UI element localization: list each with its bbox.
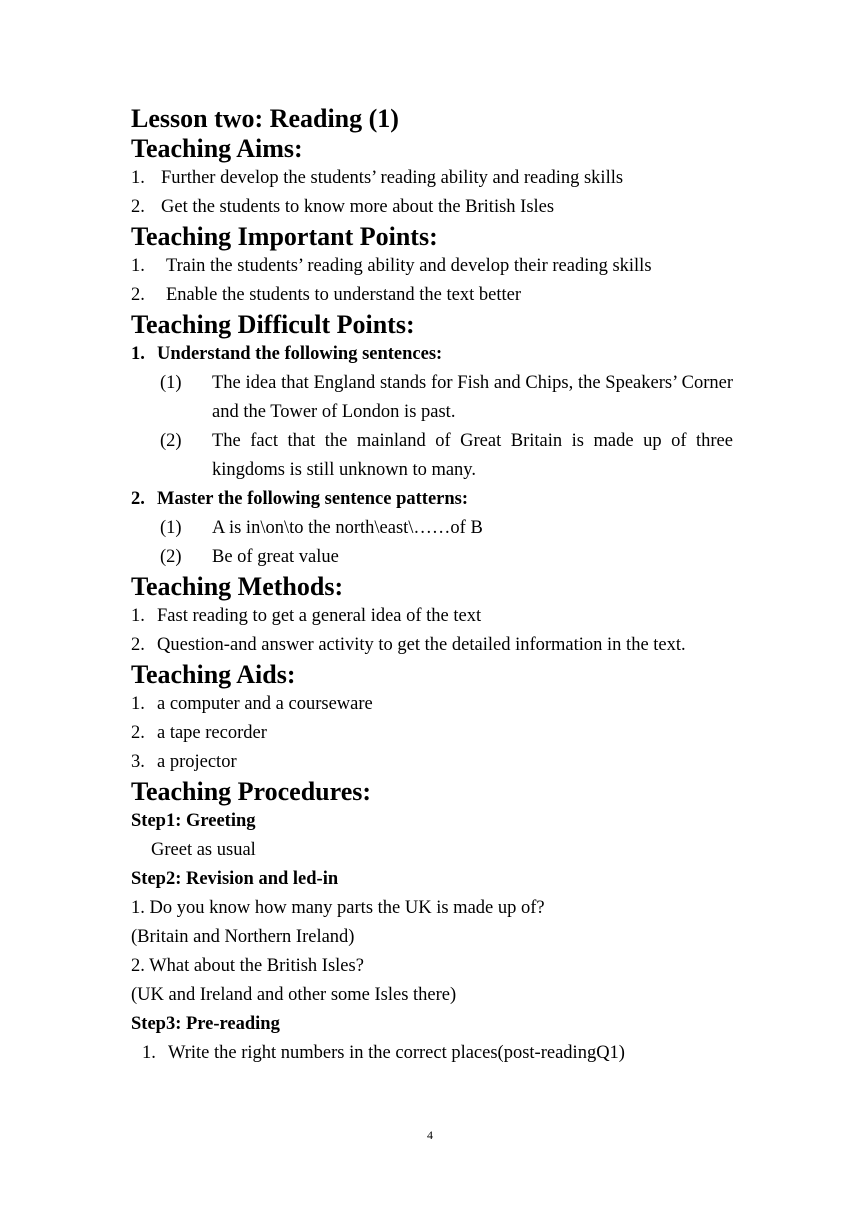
important-points-heading: Teaching Important Points: bbox=[131, 222, 438, 251]
aims-item bbox=[131, 164, 733, 193]
list-text: Train the students’ reading ability and develop their reading skills bbox=[166, 256, 652, 276]
step-item bbox=[131, 1039, 733, 1068]
list-text: Question-and answer activity to get the detailed information in the text. bbox=[157, 635, 686, 655]
important-item bbox=[131, 281, 733, 310]
sub-text: The idea that England stands for Fish and Chips, the Speakers’ Corner and the Tower of London is past. bbox=[212, 373, 733, 422]
step-line: 2. What about the British Isles? bbox=[131, 956, 364, 976]
methods-item bbox=[131, 631, 733, 660]
step-line: 1. Do you know how many parts the UK is made up of? bbox=[131, 898, 545, 918]
difficult-sentence bbox=[131, 427, 733, 485]
step-title: Step1: Greeting bbox=[131, 811, 256, 831]
list-number: 2. bbox=[131, 197, 145, 217]
list-text: a tape recorder bbox=[157, 723, 267, 743]
aids-item bbox=[131, 690, 733, 719]
sentence-pattern bbox=[131, 514, 733, 543]
list-number: 1. bbox=[131, 694, 145, 714]
lesson-title: Lesson two: Reading (1) bbox=[131, 104, 399, 133]
sub-text: The fact that the mainland of Great Britain is made up of three kingdoms is still unknown to many. bbox=[212, 431, 733, 480]
sub-number: (1) bbox=[160, 373, 182, 393]
important-item bbox=[131, 252, 733, 281]
sub-text: Be of great value bbox=[212, 547, 339, 567]
list-number: 2. bbox=[131, 635, 145, 655]
sentence-pattern bbox=[131, 543, 733, 572]
difficult-sentence bbox=[131, 369, 733, 427]
step-title: Step3: Pre-reading bbox=[131, 1014, 280, 1034]
list-text: Write the right numbers in the correct places(post-readingQ1) bbox=[168, 1043, 625, 1063]
sub-number: (1) bbox=[160, 518, 182, 538]
sub-number: (2) bbox=[160, 431, 182, 451]
list-text: Fast reading to get a general idea of the text bbox=[157, 606, 482, 626]
difficult-group-title bbox=[131, 485, 733, 514]
step-title: Step2: Revision and led-in bbox=[131, 869, 339, 889]
list-number: 1. bbox=[131, 168, 145, 188]
list-number: 1. bbox=[131, 606, 145, 626]
list-number: 1. bbox=[131, 344, 145, 364]
group-title-text: Master the following sentence patterns: bbox=[157, 489, 469, 509]
list-number: 1. bbox=[131, 256, 145, 276]
sub-number: (2) bbox=[160, 547, 182, 567]
list-number: 2. bbox=[131, 489, 145, 509]
page-number: 4 bbox=[427, 1128, 433, 1142]
step-line: (Britain and Northern Ireland) bbox=[131, 927, 355, 947]
list-number: 2. bbox=[131, 723, 145, 743]
list-text: Further develop the students’ reading ability and reading skills bbox=[161, 168, 624, 188]
list-number: 2. bbox=[131, 285, 145, 305]
list-text: Enable the students to understand the text better bbox=[166, 285, 521, 305]
list-text: a projector bbox=[157, 752, 237, 772]
aids-item bbox=[131, 719, 733, 748]
sub-text: A is in\on\to the north\east\……of B bbox=[212, 518, 483, 538]
list-text: a computer and a courseware bbox=[157, 694, 373, 714]
aims-item bbox=[131, 193, 733, 222]
step-line: (UK and Ireland and other some Isles there) bbox=[131, 985, 457, 1005]
aids-heading: Teaching Aids: bbox=[131, 660, 296, 689]
step-text: Greet as usual bbox=[151, 840, 256, 860]
difficult-points-heading: Teaching Difficult Points: bbox=[131, 310, 415, 339]
group-title-text: Understand the following sentences: bbox=[157, 344, 443, 364]
list-text: Get the students to know more about the British Isles bbox=[161, 197, 555, 217]
methods-item bbox=[131, 602, 733, 631]
difficult-group-title bbox=[131, 340, 733, 369]
list-number: 1. bbox=[142, 1043, 156, 1063]
list-number: 3. bbox=[131, 752, 145, 772]
methods-heading: Teaching Methods: bbox=[131, 572, 344, 601]
document-body bbox=[131, 104, 733, 1068]
procedures-heading: Teaching Procedures: bbox=[131, 777, 372, 806]
aims-heading: Teaching Aims: bbox=[131, 134, 303, 163]
aids-item bbox=[131, 748, 733, 777]
